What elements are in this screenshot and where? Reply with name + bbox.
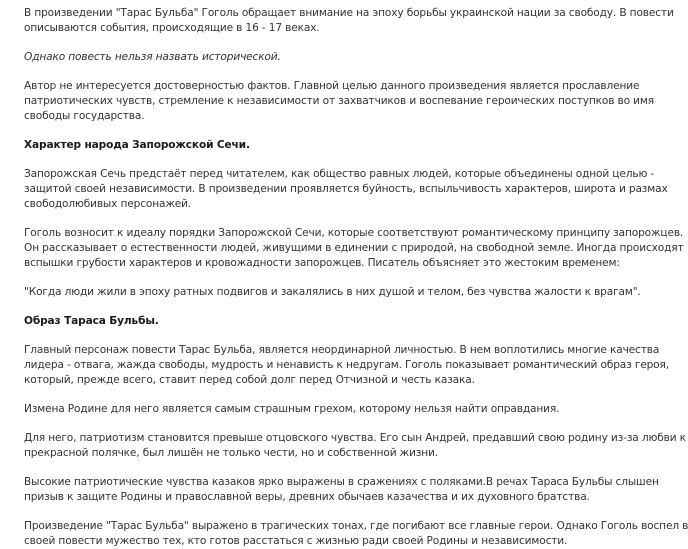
text-line: Он рассказывает о естественности людей, живущими в единении с природой, на свободной земле. Иногда происходят — [24, 242, 684, 254]
text-line: патриотических чувств, стремление к независимости от захватчиков и воспевание героических поступков во имя — [24, 95, 654, 107]
text-line: В произведении "Тарас Бульба" Гоголь обращает внимание на эпоху борьбы украинской нации за свободу. В повести — [24, 7, 674, 19]
section-heading-taras-bulba: Образ Тараса Бульбы. — [24, 315, 159, 327]
paragraph-not-historical — [24, 50, 583, 65]
text-line: описываются события, происходящие в 16 - 17 веках. — [24, 22, 320, 34]
text-line: Высокие патриотические чувства казаков ярко выражены в сражениях с поляками.В речах Тараса Бульбы слышен — [24, 476, 659, 488]
paragraph-sich-ideal — [24, 226, 684, 271]
text-line: призыв к защите Родины и православной веры, древних обычаев казачества и их духовного братства. — [24, 491, 590, 503]
text-line: вспышки грубости характеров и кровожадности запорожцев. Писатель объясняет это жестоким временем: — [24, 257, 620, 269]
paragraph-betrayal — [24, 402, 583, 417]
paragraph-cossack-feelings — [24, 475, 659, 505]
text-line: Главный персонаж повести Тарас Бульба, является неординарной личностью. В нем воплотились многие качества — [24, 344, 660, 356]
paragraph-quote — [24, 285, 641, 300]
text-line: Гоголь возносит к идеалу порядки Запорожской Сечи, которые соответствуют романтическому принципу запорожцев. — [24, 227, 684, 239]
paragraph-main-character — [24, 343, 669, 388]
paragraph-conclusion — [24, 519, 688, 549]
paragraph-patriotism — [24, 431, 686, 461]
text-line: Автор не интересуется достоверностью фактов. Главной целью данного произведения является прославление — [24, 80, 640, 92]
text-line: Произведение "Тарас Бульба" выражено в трагических тонах, где погибают все главные герои. Однако Гоголь воспел в — [24, 520, 688, 532]
text-line: Для него, патриотизм становится превыше отцовского чувства. Его сын Андрей, предавший свою родину из-за любви к — [24, 432, 686, 444]
text-line: лидера - отвага, жажда свободы, мудрость и ненависть к недругам. Гоголь показывает романтический образ героя, — [24, 359, 669, 371]
text-line: свободы государства. — [24, 110, 145, 122]
paragraph-intro — [24, 6, 674, 36]
text-line: свободолюбивых персонажей. — [24, 198, 192, 210]
text-line: Измена Родине для него является самым страшным грехом, которому нельзя найти оправдания. — [24, 403, 560, 415]
text-line: своей повести мужество тех, кто готов расстаться с жизнью ради своей Родины и независимости. — [24, 535, 568, 547]
text-line: Однако повесть нельзя назвать исторической. — [24, 51, 281, 63]
paragraph-author-goal — [24, 79, 654, 124]
section-heading-zaporozhian-sich: Характер народа Запорожской Сечи. — [24, 139, 250, 151]
text-line: Запорожская Сечь предстаёт перед читателем, как общество равных людей, которые объединены одной целью - — [24, 168, 655, 180]
text-line: защитой своей независимости. В произведении проявляется буйность, вспыльчивость характеров, широта и размах — [24, 183, 668, 195]
text-line: прекрасной полячке, был лишён не только чести, но и собственной жизни. — [24, 447, 438, 459]
text-line: который, прежде всего, ставит перед собой долг перед Отчизной и честь казака. — [24, 374, 475, 386]
paragraph-sich-society — [24, 167, 668, 212]
text-line: "Когда люди жили в эпоху ратных подвигов и закалялись в них душой и телом, без чувства жалости к врагам". — [24, 286, 641, 298]
